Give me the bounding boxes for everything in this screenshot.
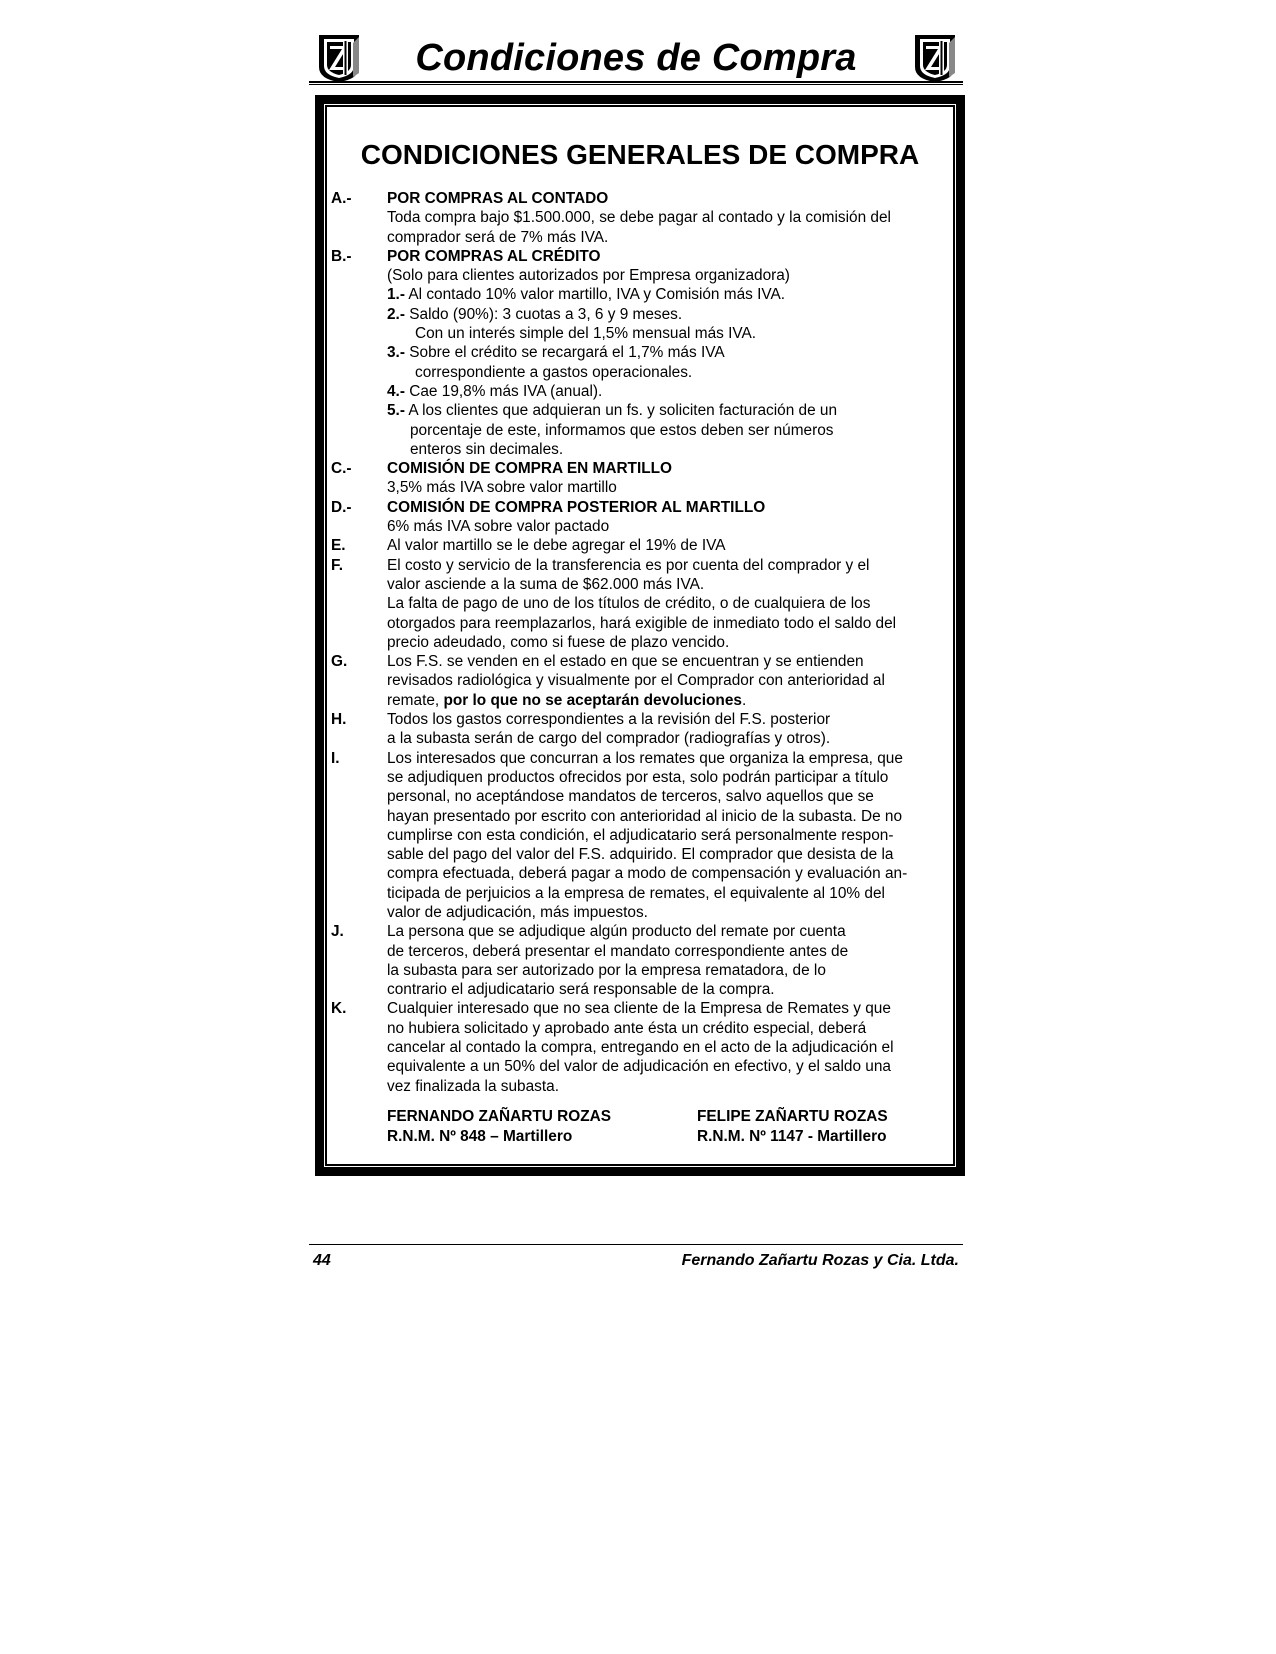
section-c <box>331 459 963 498</box>
credit-item-2: 2.- Saldo (90%): 3 cuotas a 3, 6 y 9 meses. <box>387 305 683 323</box>
text-line: equivalente a un 50% del valor de adjudicación en efectivo, y el saldo una <box>387 1058 891 1076</box>
text-line: comprador será de 7% más IVA. <box>387 228 609 246</box>
section-letter: D.- <box>331 498 352 516</box>
text-line: a la subasta serán de cargo del comprador (radiografías y otros). <box>387 730 831 748</box>
text-line: 3,5% más IVA sobre valor martillo <box>387 479 617 497</box>
page-number: 44 <box>313 1252 331 1269</box>
text-line: la subasta para ser autorizado por la empresa rematadora, de lo <box>387 961 826 979</box>
section-d <box>331 498 963 537</box>
text-line: precio adeudado, como si fuese de plazo vencido. <box>387 633 730 651</box>
text-line: La persona que se adjudique algún producto del remate por cuenta <box>387 923 846 941</box>
text-line: contrario el adjudicatario será responsable de la compra. <box>387 981 775 999</box>
section-e <box>331 536 963 555</box>
text-line: hayan presentado por escrito con anterioridad al inicio de la subasta. De no <box>387 807 903 825</box>
section-letter: E. <box>331 537 346 555</box>
text-line: Los F.S. se venden en el estado en que se encuentran y se entienden <box>387 653 864 671</box>
text-line: se adjudiquen productos ofrecidos por esta, solo podrán participar a título <box>387 768 889 786</box>
credit-item-5: 5.- A los clientes que adquieran un fs. y soliciten facturación de un <box>387 402 838 420</box>
credit-item-1: 1.- Al contado 10% valor martillo, IVA y Comisión más IVA. <box>387 286 786 304</box>
section-h <box>331 710 963 749</box>
text-line: El costo y servicio de la transferencia es por cuenta del comprador y el <box>387 556 870 574</box>
section-j <box>331 922 963 999</box>
section-i <box>331 749 963 923</box>
footer-rule <box>309 1244 963 1245</box>
signer-registration: R.N.M. Nº 848 – Martillero <box>387 1128 573 1145</box>
text-line: personal, no aceptándose mandatos de terceros, salvo aquellos que se <box>387 788 874 806</box>
section-letter: J. <box>331 923 344 941</box>
text-line: revisados radiológica y visualmente por el Comprador con anterioridad al <box>387 672 885 690</box>
text-line: correspondiente a gastos operacionales. <box>415 363 693 381</box>
section-f <box>331 556 963 652</box>
signature-block <box>697 1107 888 1147</box>
conditions-list <box>331 189 963 1096</box>
section-letter: I. <box>331 749 340 767</box>
section-letter: C.- <box>331 460 352 478</box>
signer-registration: R.N.M. Nº 1147 - Martillero <box>697 1128 887 1145</box>
text-line: Cualquier interesado que no sea cliente de la Empresa de Remates y que <box>387 1000 891 1018</box>
section-a <box>331 189 963 247</box>
text-line: Los interesados que concurran a los remates que organiza la empresa, que <box>387 749 903 767</box>
text-line: Todos los gastos correspondientes a la revisión del F.S. posterior <box>387 711 831 729</box>
text-line: enteros sin decimales. <box>410 440 564 458</box>
text-line: remate, por lo que no se aceptarán devoluciones. <box>387 691 747 709</box>
text-line: de terceros, deberá presentar el mandato correspondiente antes de <box>387 942 849 960</box>
section-letter: B.- <box>331 247 352 265</box>
page-header <box>309 33 963 85</box>
section-k <box>331 999 963 1095</box>
section-letter: H. <box>331 711 347 729</box>
no-returns-notice: por lo que no se aceptarán devoluciones <box>443 691 742 709</box>
zr-shield-logo-icon <box>911 33 959 83</box>
text-line: ticipada de perjuicios a la empresa de remates, el equivalente al 10% del <box>387 884 885 902</box>
signature-block <box>387 1107 611 1147</box>
section-letter: G. <box>331 653 348 671</box>
text-line: otorgados para reemplazarlos, hará exigible de inmediato todo el saldo del <box>387 614 897 632</box>
text-line: Toda compra bajo $1.500.000, se debe pagar al contado y la comisión del <box>387 209 891 227</box>
signer-name: FERNANDO ZAÑARTU ROZAS <box>387 1108 612 1125</box>
credit-item-4: 4.- Cae 19,8% más IVA (anual). <box>387 382 603 400</box>
text-line: porcentaje de este, informamos que estos deben ser números <box>410 421 834 439</box>
section-heading: COMISIÓN DE COMPRA POSTERIOR AL MARTILLO <box>387 498 766 516</box>
text-line: 6% más IVA sobre valor pactado <box>387 518 610 536</box>
header-rule <box>309 81 963 85</box>
section-b <box>331 247 963 459</box>
text-line: cancelar al contado la compra, entregando en el acto de la adjudicación el <box>387 1039 894 1057</box>
section-g <box>331 652 963 710</box>
section-letter: K. <box>331 1000 347 1018</box>
section-letter: A.- <box>331 190 352 207</box>
text-line: Al valor martillo se le debe agregar el 19% de IVA <box>387 537 726 555</box>
text-line: La falta de pago de uno de los títulos de crédito, o de cualquiera de los <box>387 595 871 613</box>
document-title: CONDICIONES GENERALES DE COMPRA <box>360 139 920 170</box>
section-heading: COMISIÓN DE COMPRA EN MARTILLO <box>387 460 673 478</box>
text-line: sable del pago del valor del F.S. adquirido. El comprador que desista de la <box>387 846 894 864</box>
text-line: valor de adjudicación, más impuestos. <box>387 903 648 921</box>
page-title: Condiciones de Compra <box>415 37 857 79</box>
credit-item-3: 3.- Sobre el crédito se recargará el 1,7% más IVA <box>387 344 725 362</box>
signer-name: FELIPE ZAÑARTU ROZAS <box>697 1108 888 1125</box>
text-line: cumplirse con esta condición, el adjudicatario será personalmente respon- <box>387 826 894 844</box>
text-line: compra efectuada, deberá pagar a modo de compensación y evaluación an- <box>387 865 908 883</box>
text-line: vez finalizada la subasta. <box>387 1077 559 1095</box>
section-heading: POR COMPRAS AL CRÉDITO <box>387 247 601 265</box>
page-footer <box>309 1244 963 1274</box>
text-line: Con un interés simple del 1,5% mensual más IVA. <box>415 325 757 343</box>
text-line: valor asciende a la suma de $62.000 más IVA. <box>387 575 705 593</box>
section-intro: (Solo para clientes autorizados por Empresa organizadora) <box>387 267 790 285</box>
company-name: Fernando Zañartu Rozas y Cia. Ltda. <box>681 1252 959 1269</box>
text-line: no hubiera solicitado y aprobado ante ésta un crédito especial, deberá <box>387 1019 867 1037</box>
section-letter: F. <box>331 556 343 574</box>
section-heading: POR COMPRAS AL CONTADO <box>387 190 609 207</box>
